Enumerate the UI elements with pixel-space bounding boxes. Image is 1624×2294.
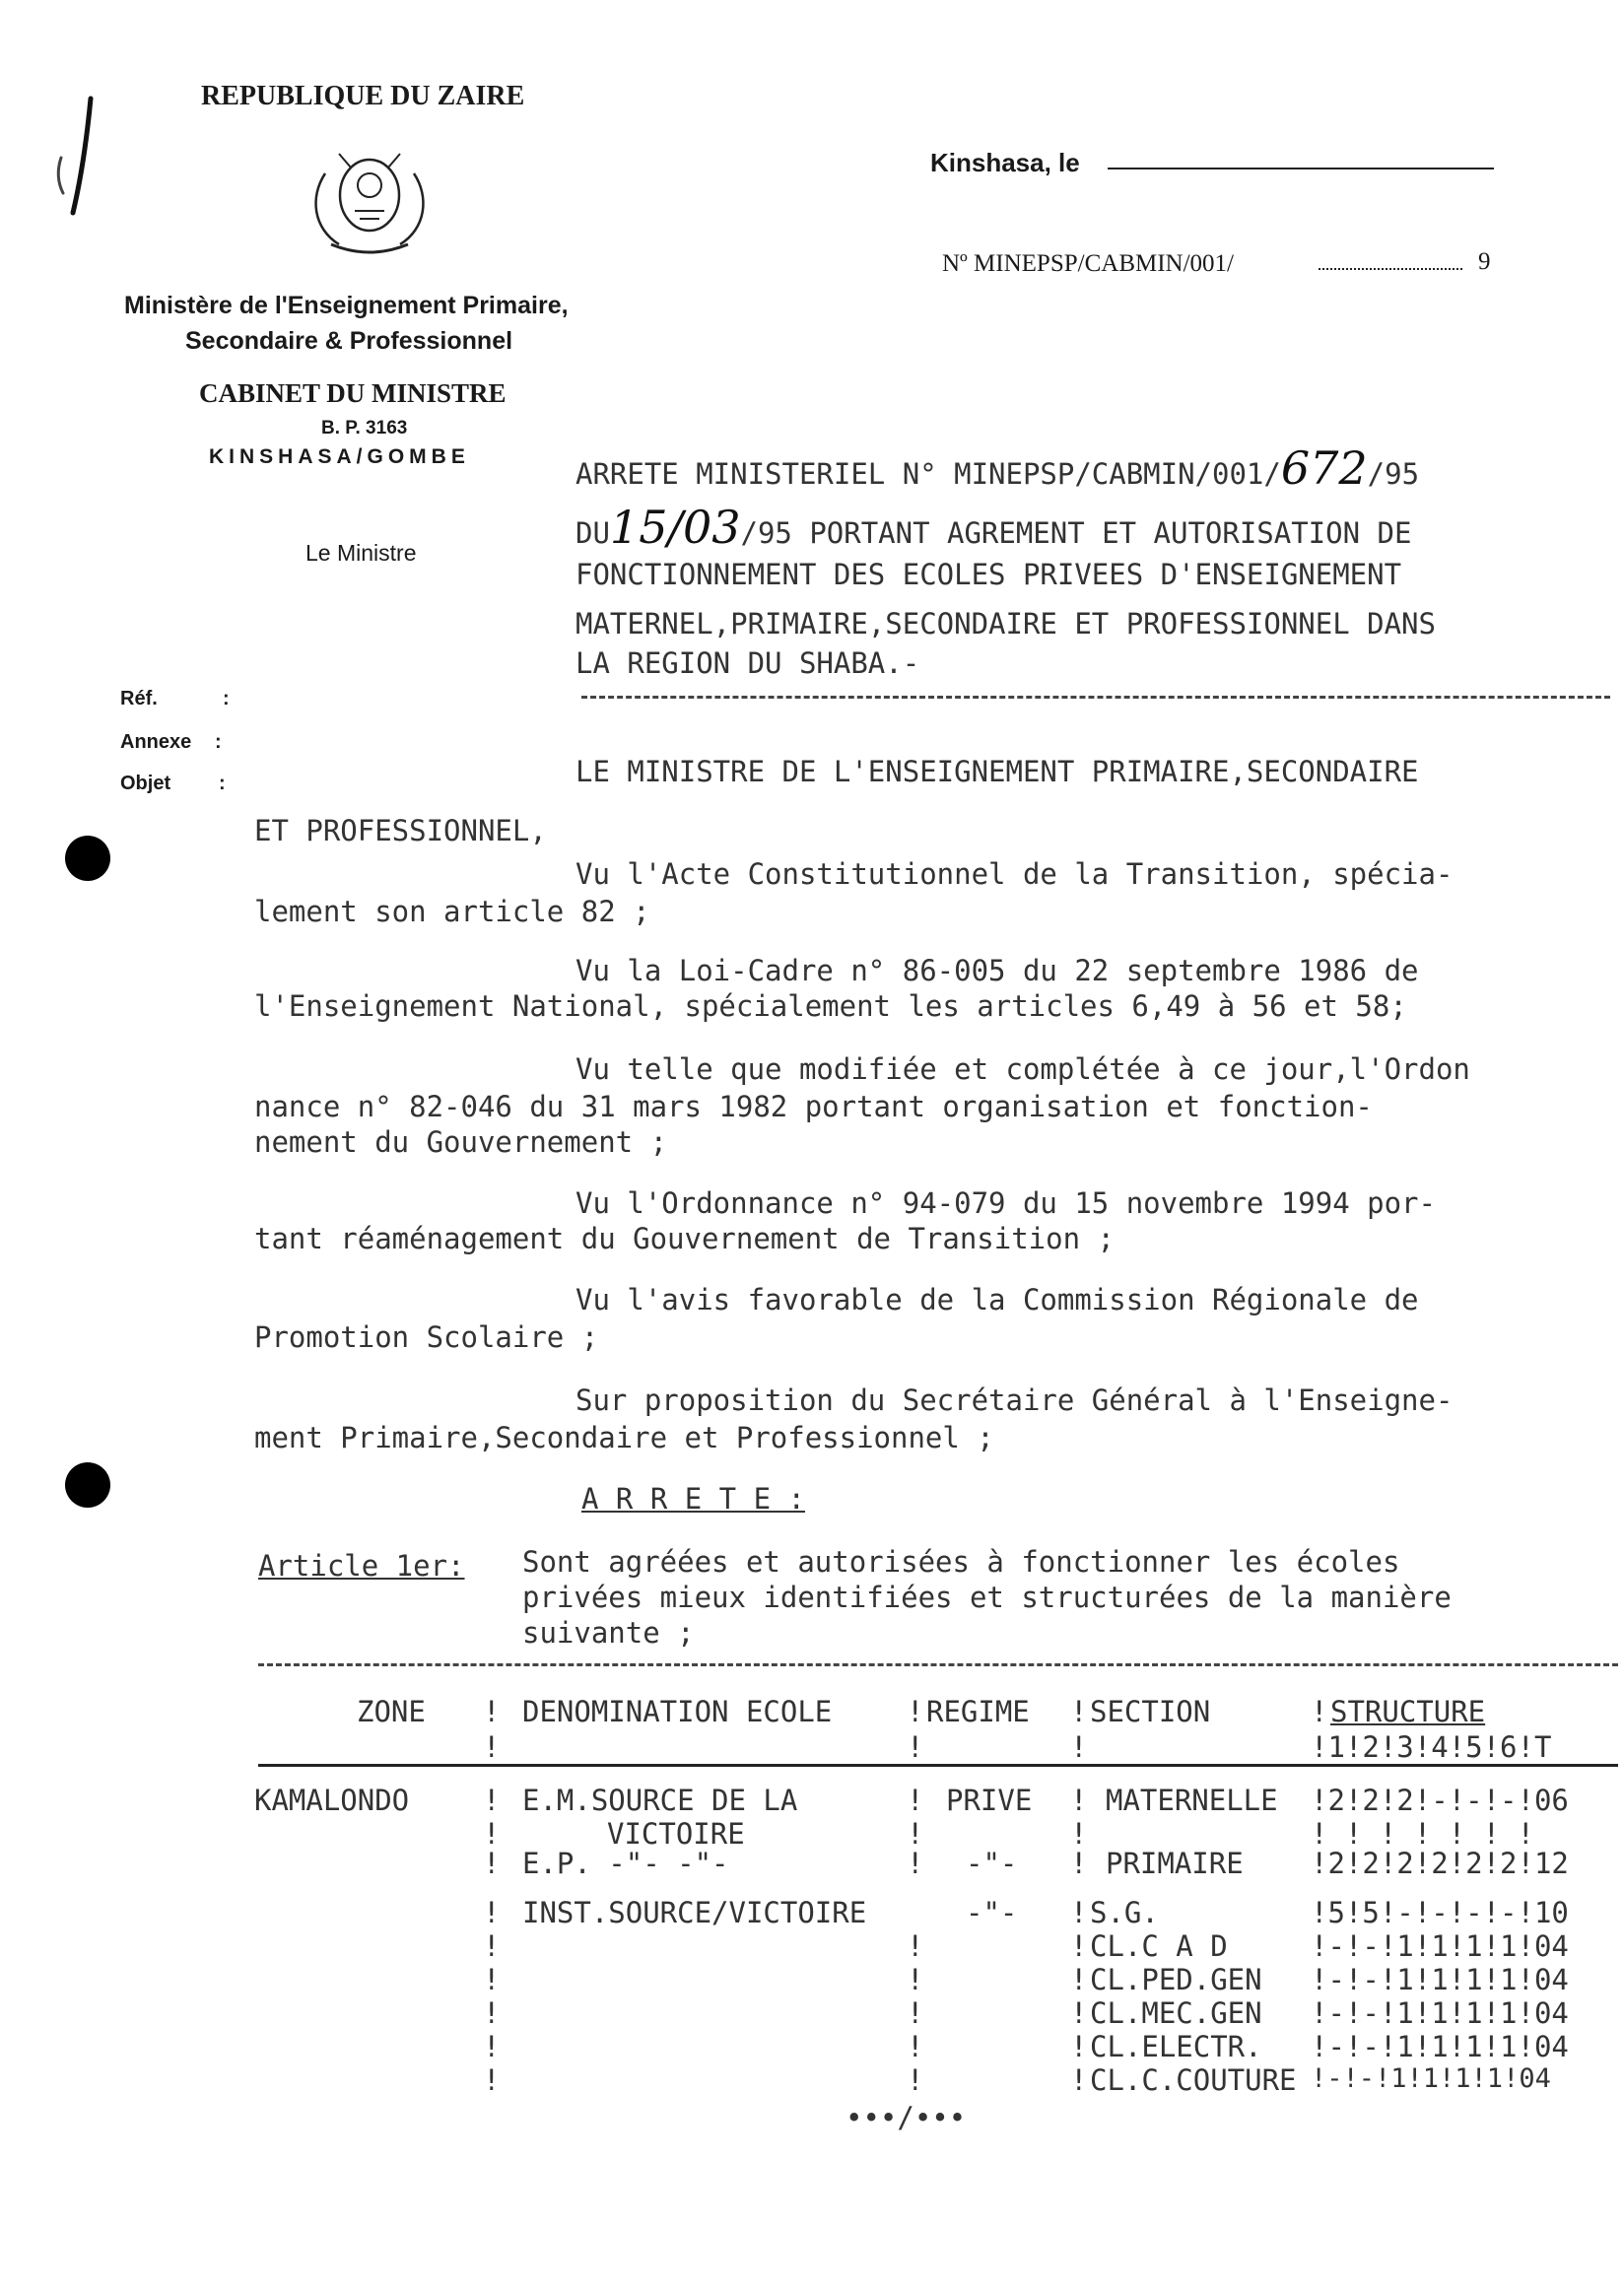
- arrete-heading: A R R E T E :: [581, 1482, 805, 1516]
- title-line-2: [575, 501, 1411, 554]
- table-row-8-sep-3: !: [1070, 2030, 1088, 2063]
- punch-hole-top: [65, 836, 110, 881]
- table-row-8-section: CL.ELECTR.: [1090, 2030, 1262, 2063]
- republic-heading: REPUBLIQUE DU ZAIRE: [201, 81, 525, 111]
- table-row-4-structure: !5!5!-!-!-!-!10: [1311, 1896, 1569, 1929]
- vu-ordonnance-line-1: Vu l'Ordonnance n° 94-079 du 15 novembre 1994 por-: [575, 1186, 1436, 1220]
- col-header-regime: REGIME: [926, 1695, 1030, 1728]
- article-1-line-2: privées mieux identifiées et structurées de la manière: [522, 1581, 1452, 1614]
- table-row-1-sep-2: !: [907, 1784, 924, 1817]
- annexe-colon: :: [215, 731, 222, 753]
- continuation-mark: •••/•••: [846, 2101, 967, 2134]
- vu-loi-line-2: l'Enseignement National, spécialement les articles 6,49 à 56 et 58;: [254, 989, 1407, 1023]
- col-header-zone: ZONE: [357, 1695, 426, 1728]
- table-row-8-structure: !-!-!1!1!1!1!04: [1311, 2030, 1569, 2063]
- date-blank-line: [1108, 168, 1494, 169]
- table-row-8-sep-2: !: [907, 2030, 924, 2063]
- title-line-1-end: /95: [1367, 457, 1420, 491]
- table-row-5-structure: !-!-!1!1!1!1!04: [1311, 1929, 1569, 1963]
- table-row-7-section: CL.MEC.GEN: [1090, 1996, 1262, 2030]
- objet-label: Objet: [120, 773, 171, 794]
- table-row-7-structure: !-!-!1!1!1!1!04: [1311, 1996, 1569, 2030]
- table-row-4-denomination: INST.SOURCE/VICTOIRE: [522, 1896, 867, 1929]
- cabinet-heading: CABINET DU MINISTRE: [199, 378, 507, 408]
- table-row-3-sep-1: !: [483, 1847, 501, 1880]
- table-row-6-sep-2: !: [907, 1963, 924, 1996]
- vu-acte-line-1: Vu l'Acte Constitutionnel de la Transition, spécia-: [575, 857, 1454, 891]
- col-header-structure: STRUCTURE: [1330, 1695, 1486, 1728]
- vu-ordon-line-3: nement du Gouvernement ;: [254, 1125, 668, 1159]
- reference-blank-line: [1319, 268, 1462, 270]
- table-row-8-sep-1: !: [483, 2030, 501, 2063]
- ref-label: Réf.: [120, 688, 158, 709]
- vu-acte-line-2: lement son article 82 ;: [254, 895, 650, 928]
- title-line-4: MATERNEL,PRIMAIRE,SECONDAIRE ET PROFESSIONNEL DANS: [575, 607, 1436, 641]
- col-header-section: SECTION: [1090, 1695, 1211, 1728]
- table-row-7-sep-3: !: [1070, 1996, 1088, 2030]
- handwritten-date: 15/03: [609, 501, 741, 554]
- ref-colon: :: [223, 688, 230, 709]
- minister-line-2: ET PROFESSIONNEL,: [254, 814, 547, 847]
- table-row-1-section: MATERNELLE: [1106, 1784, 1278, 1817]
- vu-avis-line-1: Vu l'avis favorable de la Commission Régionale de: [575, 1283, 1419, 1316]
- table-row-1-regime: PRIVE: [946, 1784, 1033, 1817]
- minister-line-1: LE MINISTRE DE L'ENSEIGNEMENT PRIMAIRE,SECONDAIRE: [575, 755, 1419, 788]
- table-row-5-section: CL.C A D: [1090, 1929, 1228, 1963]
- table-row-4-section: S.G.: [1090, 1896, 1159, 1929]
- col-sep-1: !: [483, 1695, 501, 1728]
- table-row-7-sep-2: !: [907, 1996, 924, 2030]
- margin-pen-mark: [47, 91, 106, 219]
- table-row-5-sep-2: !: [907, 1929, 924, 1963]
- table-row-5-sep-3: !: [1070, 1929, 1088, 1963]
- postal-box: B. P. 3163: [321, 418, 408, 439]
- table-row-1-sep-1: !: [483, 1784, 501, 1817]
- coat-of-arms-emblem: [296, 134, 443, 262]
- title-line-2-text: /95 PORTANT AGREMENT ET AUTORISATION DE: [740, 516, 1412, 550]
- col-sep-2b: !: [907, 1730, 924, 1764]
- article-1-line-3: suivante ;: [522, 1616, 695, 1650]
- table-row-2-sep-1: !: [483, 1817, 501, 1851]
- title-du: DU: [575, 516, 610, 550]
- table-row-1-sep-3: !: [1070, 1784, 1088, 1817]
- col-sep-4: !: [1311, 1695, 1328, 1728]
- table-row-3-sep-2: !: [907, 1847, 924, 1880]
- col-header-structure-cols: !1!2!3!4!5!6!T: [1311, 1730, 1552, 1764]
- table-row-6-section: CL.PED.GEN: [1090, 1963, 1262, 1996]
- col-sep-1b: !: [483, 1730, 501, 1764]
- article-1-label: Article 1er:: [258, 1549, 465, 1583]
- title-divider: [581, 696, 1610, 699]
- reference-suffix: 9: [1478, 248, 1491, 275]
- place-date-label: Kinshasa, le: [930, 148, 1080, 177]
- title-line-3: FONCTIONNEMENT DES ECOLES PRIVEES D'ENSEIGNEMENT: [575, 558, 1402, 591]
- punch-hole-bottom: [65, 1462, 110, 1508]
- reference-number: Nº MINEPSP/CABMIN/001/: [942, 250, 1234, 277]
- objet-colon: :: [219, 773, 226, 794]
- table-row-1-zone: KAMALONDO: [254, 1784, 410, 1817]
- table-row-9-sep-2: !: [907, 2063, 924, 2097]
- table-row-9-section: CL.C.COUTURE: [1090, 2063, 1297, 2097]
- table-row-7-sep-1: !: [483, 1996, 501, 2030]
- table-row-2-sep-3: !: [1070, 1817, 1088, 1851]
- table-row-9-sep-3: !: [1070, 2063, 1088, 2097]
- article-1-line-1: Sont agréées et autorisées à fonctionner les écoles: [522, 1545, 1400, 1579]
- vu-ordon-line-2: nance n° 82-046 du 31 mars 1982 portant organisation et fonction-: [254, 1090, 1373, 1123]
- ministry-name-line2: Secondaire & Professionnel: [185, 327, 513, 355]
- le-ministre-label: Le Ministre: [305, 540, 417, 566]
- proposition-line-2: ment Primaire,Secondaire et Professionnel ;: [254, 1421, 994, 1454]
- table-top-border: [258, 1663, 1618, 1666]
- table-row-3-structure: !2!2!2!2!2!2!12: [1311, 1847, 1569, 1880]
- title-line-5: LA REGION DU SHABA.-: [575, 646, 920, 680]
- table-row-3-section: PRIMAIRE: [1106, 1847, 1244, 1880]
- table-row-2-sep-2: !: [907, 1817, 924, 1851]
- table-row-3-regime: -"-: [966, 1847, 1018, 1880]
- table-row-3-denomination: E.P. -"- -"-: [522, 1847, 729, 1880]
- annexe-label: Annexe: [120, 731, 192, 753]
- table-header-rule: [258, 1764, 1618, 1767]
- col-sep-3: !: [1070, 1695, 1088, 1728]
- table-row-4-sep-1: !: [483, 1896, 501, 1929]
- table-row-4-sep-3: !: [1070, 1896, 1088, 1929]
- title-line-1: [575, 441, 1419, 495]
- vu-ordon-line-1: Vu telle que modifiée et complétée à ce jour,l'Ordon: [575, 1052, 1470, 1086]
- table-row-2-structure: ! ! ! ! ! ! !: [1311, 1817, 1534, 1851]
- title-line-1-text: ARRETE MINISTERIEL N° MINEPSP/CABMIN/001/: [575, 457, 1281, 491]
- table-row-9-sep-1: !: [483, 2063, 501, 2097]
- vu-loi-line-1: Vu la Loi-Cadre n° 86-005 du 22 septembre 1986 de: [575, 954, 1419, 987]
- vu-ordonnance-line-2: tant réaménagement du Gouvernement de Transition ;: [254, 1222, 1115, 1255]
- col-sep-3b: !: [1070, 1730, 1088, 1764]
- table-row-6-sep-3: !: [1070, 1963, 1088, 1996]
- ministry-name-line1: Ministère de l'Enseignement Primaire,: [124, 292, 569, 319]
- city-label: KINSHASA/GOMBE: [209, 445, 470, 468]
- table-row-1-denomination: E.M.SOURCE DE LA: [522, 1784, 798, 1817]
- table-row-9-structure: !-!-!1!1!1!1!04: [1311, 2063, 1551, 2094]
- table-row-6-sep-1: !: [483, 1963, 501, 1996]
- col-sep-2: !: [907, 1695, 924, 1728]
- table-row-3-sep-3: !: [1070, 1847, 1088, 1880]
- col-header-denomination: DENOMINATION ECOLE: [522, 1695, 833, 1728]
- proposition-line-1: Sur proposition du Secrétaire Général à l'Enseigne-: [575, 1383, 1454, 1417]
- table-row-6-structure: !-!-!1!1!1!1!04: [1311, 1963, 1569, 1996]
- table-row-4-regime: -"-: [966, 1896, 1018, 1929]
- table-row-5-sep-1: !: [483, 1929, 501, 1963]
- handwritten-decree-number: 672: [1280, 441, 1368, 495]
- table-row-2-denomination: VICTOIRE: [607, 1817, 745, 1851]
- table-row-1-structure: !2!2!2!-!-!-!06: [1311, 1784, 1569, 1817]
- vu-avis-line-2: Promotion Scolaire ;: [254, 1320, 599, 1354]
